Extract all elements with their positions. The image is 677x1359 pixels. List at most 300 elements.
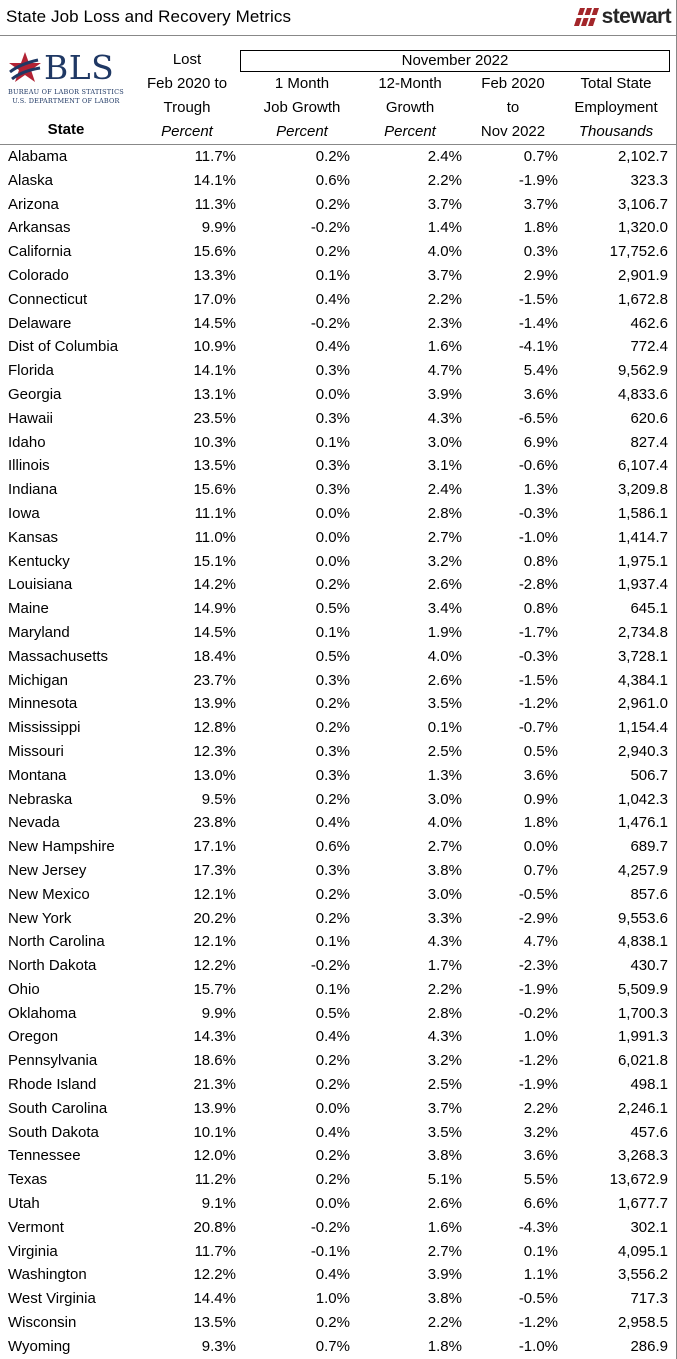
cell-total-employment: 857.6 xyxy=(630,885,668,903)
cell-1month: 0.5% xyxy=(315,647,350,665)
table-row xyxy=(0,240,677,264)
cell-lost: 9.9% xyxy=(201,219,236,237)
title-bar xyxy=(0,0,677,36)
header-1month-1: 1 Month xyxy=(274,75,330,92)
cell-1month: -0.2% xyxy=(310,1218,350,1236)
cell-total-employment: 302.1 xyxy=(630,1218,668,1236)
cell-total-employment: 689.7 xyxy=(630,838,668,856)
cell-1month: 0.1% xyxy=(315,623,350,641)
cell-state: Florida xyxy=(8,362,54,380)
cell-since-feb-2020: -0.3% xyxy=(518,504,558,522)
cell-total-employment: 498.1 xyxy=(630,1076,668,1094)
table-row xyxy=(0,1073,677,1097)
cell-lost: 23.7% xyxy=(193,671,236,689)
cell-12month: 4.3% xyxy=(427,1028,462,1046)
header-1month-2: Job Growth xyxy=(263,99,341,116)
cell-total-employment: 1,586.1 xyxy=(617,504,668,522)
cell-1month: 0.2% xyxy=(315,695,350,713)
cell-state: Oklahoma xyxy=(8,1004,77,1022)
cell-12month: 3.1% xyxy=(427,457,462,475)
cell-since-feb-2020: 1.0% xyxy=(523,1028,558,1046)
bls-letters: BLS xyxy=(44,48,115,87)
table-row xyxy=(0,193,677,217)
cell-12month: 2.5% xyxy=(427,742,462,760)
table-row xyxy=(0,1216,677,1240)
cell-state: Arkansas xyxy=(8,219,71,237)
cell-state: North Dakota xyxy=(8,957,97,975)
cell-1month: 0.1% xyxy=(315,266,350,284)
cell-total-employment: 4,257.9 xyxy=(617,861,668,879)
cell-1month: 1.0% xyxy=(315,1290,350,1308)
cell-lost: 13.5% xyxy=(193,457,236,475)
cell-lost: 15.6% xyxy=(193,243,236,261)
cell-lost: 14.1% xyxy=(193,171,236,189)
table-row xyxy=(0,383,677,407)
cell-lost: 11.7% xyxy=(194,1242,236,1260)
cell-lost: 17.3% xyxy=(193,861,236,879)
cell-lost: 11.7% xyxy=(194,148,236,165)
table-row xyxy=(0,621,677,645)
cell-12month: 2.2% xyxy=(427,980,462,998)
table-row xyxy=(0,645,677,669)
cell-lost: 14.5% xyxy=(193,314,236,332)
cell-lost: 11.2% xyxy=(194,1171,236,1189)
cell-12month: 4.0% xyxy=(427,814,462,832)
header-total-unit: Thousands xyxy=(578,123,654,140)
cell-1month: 0.3% xyxy=(315,742,350,760)
cell-state: Illinois xyxy=(8,457,50,475)
table-row xyxy=(0,907,677,931)
cell-total-employment: 1,154.4 xyxy=(617,719,668,737)
cell-since-feb-2020: -0.5% xyxy=(518,1290,558,1308)
table-row xyxy=(0,1168,677,1192)
cell-state: Connecticut xyxy=(8,290,88,308)
cell-since-feb-2020: -1.5% xyxy=(518,671,558,689)
cell-12month: 2.7% xyxy=(427,838,462,856)
table-row xyxy=(0,454,677,478)
cell-1month: 0.2% xyxy=(315,1076,350,1094)
cell-1month: 0.1% xyxy=(315,933,350,951)
table-row xyxy=(0,740,677,764)
cell-lost: 9.9% xyxy=(201,1004,236,1022)
cell-state: Wisconsin xyxy=(8,1314,77,1332)
cell-lost: 11.1% xyxy=(194,504,236,522)
cell-total-employment: 2,940.3 xyxy=(617,742,668,760)
cell-total-employment: 772.4 xyxy=(630,338,668,356)
cell-state: New York xyxy=(8,909,72,927)
cell-1month: 0.2% xyxy=(315,148,350,165)
cell-total-employment: 1,672.8 xyxy=(617,290,668,308)
cell-since-feb-2020: 0.0% xyxy=(523,838,558,856)
cell-lost: 9.3% xyxy=(201,1337,236,1355)
cell-since-feb-2020: 0.8% xyxy=(523,552,558,570)
cell-total-employment: 5,509.9 xyxy=(617,980,668,998)
cell-total-employment: 457.6 xyxy=(630,1123,668,1141)
cell-total-employment: 4,095.1 xyxy=(617,1242,668,1260)
header-total-1: Total State xyxy=(580,75,652,92)
cell-total-employment: 17,752.6 xyxy=(609,243,668,261)
cell-total-employment: 2,102.7 xyxy=(617,148,668,165)
cell-12month: 3.2% xyxy=(427,1052,462,1070)
cell-lost: 15.6% xyxy=(193,481,236,499)
cell-total-employment: 2,958.5 xyxy=(617,1314,668,1332)
header-lost-2: Feb 2020 to xyxy=(146,75,228,92)
cell-lost: 14.5% xyxy=(193,623,236,641)
cell-since-feb-2020: -0.3% xyxy=(518,647,558,665)
cell-since-feb-2020: -1.9% xyxy=(518,1076,558,1094)
table-row xyxy=(0,335,677,359)
cell-12month: 3.5% xyxy=(427,695,462,713)
cell-1month: 0.0% xyxy=(315,504,350,522)
cell-12month: 1.3% xyxy=(427,766,462,784)
table-row xyxy=(0,716,677,740)
cell-since-feb-2020: 6.6% xyxy=(523,1195,558,1213)
cell-12month: 1.9% xyxy=(427,623,462,641)
bls-star-icon xyxy=(8,50,42,86)
table-row xyxy=(0,502,677,526)
cell-1month: 0.0% xyxy=(315,528,350,546)
cell-state: Nebraska xyxy=(8,790,73,808)
cell-1month: 0.3% xyxy=(315,671,350,689)
cell-total-employment: 506.7 xyxy=(630,766,668,784)
cell-1month: 0.3% xyxy=(315,766,350,784)
cell-lost: 14.1% xyxy=(193,362,236,380)
cell-since-feb-2020: 0.8% xyxy=(523,600,558,618)
cell-since-feb-2020: 1.1% xyxy=(523,1266,558,1284)
table-row xyxy=(0,407,677,431)
cell-total-employment: 1,700.3 xyxy=(617,1004,668,1022)
table-row xyxy=(0,859,677,883)
cell-1month: 0.0% xyxy=(315,385,350,403)
cell-12month: 0.1% xyxy=(427,719,462,737)
cell-state: Louisiana xyxy=(8,576,73,594)
cell-lost: 12.0% xyxy=(193,1147,236,1165)
cell-since-feb-2020: 5.4% xyxy=(523,362,558,380)
cell-state: North Carolina xyxy=(8,933,105,951)
cell-since-feb-2020: 1.3% xyxy=(523,481,558,499)
cell-lost: 12.2% xyxy=(193,1266,236,1284)
table-row xyxy=(0,978,677,1002)
cell-since-feb-2020: 3.7% xyxy=(523,195,558,213)
table-row xyxy=(0,692,677,716)
cell-12month: 3.2% xyxy=(427,552,462,570)
cell-1month: -0.1% xyxy=(310,1242,350,1260)
cell-1month: 0.3% xyxy=(315,457,350,475)
cell-total-employment: 2,246.1 xyxy=(617,1099,668,1117)
cell-state: Arizona xyxy=(8,195,59,213)
cell-state: Nevada xyxy=(8,814,60,832)
cell-lost: 13.5% xyxy=(193,1314,236,1332)
cell-12month: 3.0% xyxy=(427,433,462,451)
cell-since-feb-2020: -1.9% xyxy=(518,171,558,189)
cell-state: Kentucky xyxy=(8,552,70,570)
page-title: State Job Loss and Recovery Metrics xyxy=(6,7,292,26)
cell-state: Maryland xyxy=(8,623,70,641)
cell-1month: 0.3% xyxy=(315,362,350,380)
cell-total-employment: 827.4 xyxy=(630,433,668,451)
cell-12month: 5.1% xyxy=(427,1171,462,1189)
header-12month-unit: Percent xyxy=(384,123,436,140)
cell-since-feb-2020: 3.2% xyxy=(523,1123,558,1141)
cell-1month: 0.4% xyxy=(315,814,350,832)
cell-total-employment: 3,728.1 xyxy=(617,647,668,665)
cell-since-feb-2020: -1.5% xyxy=(518,290,558,308)
cell-1month: 0.2% xyxy=(315,885,350,903)
cell-total-employment: 2,901.9 xyxy=(617,266,668,284)
table-row xyxy=(0,1144,677,1168)
cell-lost: 23.8% xyxy=(193,814,236,832)
table-row xyxy=(0,312,677,336)
cell-since-feb-2020: 0.5% xyxy=(523,742,558,760)
cell-since-feb-2020: 0.3% xyxy=(523,243,558,261)
table-row xyxy=(0,1025,677,1049)
cell-lost: 17.0% xyxy=(193,290,236,308)
cell-since-feb-2020: -1.2% xyxy=(518,695,558,713)
cell-lost: 14.3% xyxy=(193,1028,236,1046)
cell-state: Iowa xyxy=(8,504,40,522)
cell-lost: 10.1% xyxy=(193,1123,236,1141)
cell-since-feb-2020: 0.7% xyxy=(523,148,558,165)
cell-total-employment: 1,476.1 xyxy=(617,814,668,832)
cell-12month: 3.0% xyxy=(427,885,462,903)
cell-12month: 2.2% xyxy=(427,171,462,189)
cell-state: Massachusetts xyxy=(8,647,109,665)
cell-state: South Dakota xyxy=(8,1123,99,1141)
bls-subtitle-2: U.S. DEPARTMENT OF LABOR xyxy=(12,97,120,105)
cell-lost: 18.4% xyxy=(193,647,236,665)
cell-state: Pennsylvania xyxy=(8,1052,98,1070)
cell-1month: 0.0% xyxy=(315,1195,350,1213)
table-row xyxy=(0,1002,677,1026)
cell-total-employment: 13,672.9 xyxy=(609,1171,668,1189)
cell-lost: 14.9% xyxy=(193,600,236,618)
cell-since-feb-2020: -1.9% xyxy=(518,980,558,998)
cell-state: South Carolina xyxy=(8,1099,108,1117)
cell-1month: 0.2% xyxy=(315,909,350,927)
cell-1month: 0.6% xyxy=(315,838,350,856)
cell-since-feb-2020: -0.6% xyxy=(518,457,558,475)
cell-since-feb-2020: -0.2% xyxy=(518,1004,558,1022)
cell-since-feb-2020: 5.5% xyxy=(523,1171,558,1189)
cell-state: Virginia xyxy=(8,1242,58,1260)
cell-state: Idaho xyxy=(8,433,46,451)
cell-12month: 2.6% xyxy=(427,1195,462,1213)
table-row xyxy=(0,1287,677,1311)
cell-state: California xyxy=(8,243,72,261)
table-row xyxy=(0,526,677,550)
cell-1month: -0.2% xyxy=(310,957,350,975)
cell-lost: 15.7% xyxy=(193,980,236,998)
cell-total-employment: 4,833.6 xyxy=(617,385,668,403)
cell-total-employment: 430.7 xyxy=(630,957,668,975)
cell-12month: 4.3% xyxy=(427,409,462,427)
table-row xyxy=(0,930,677,954)
cell-12month: 2.4% xyxy=(427,148,462,165)
cell-since-feb-2020: -4.1% xyxy=(518,338,558,356)
cell-12month: 4.7% xyxy=(427,362,462,380)
header-total-2: Employment xyxy=(574,99,658,116)
cell-state: Alabama xyxy=(8,148,68,165)
header-lost-1: Lost xyxy=(172,51,202,68)
cell-12month: 3.8% xyxy=(427,1290,462,1308)
cell-state: Mississippi xyxy=(8,719,81,737)
cell-since-feb-2020: -0.7% xyxy=(518,719,558,737)
cell-12month: 3.8% xyxy=(427,1147,462,1165)
cell-12month: 2.6% xyxy=(427,671,462,689)
table-row xyxy=(0,883,677,907)
header-12month-1: 12-Month xyxy=(378,75,442,92)
cell-lost: 11.0% xyxy=(194,528,236,546)
cell-total-employment: 6,107.4 xyxy=(617,457,668,475)
cell-1month: 0.2% xyxy=(315,790,350,808)
table-row xyxy=(0,1311,677,1335)
cell-since-feb-2020: 6.9% xyxy=(523,433,558,451)
cell-total-employment: 2,734.8 xyxy=(617,623,668,641)
cell-1month: 0.2% xyxy=(315,195,350,213)
cell-since-feb-2020: 0.9% xyxy=(523,790,558,808)
cell-1month: 0.3% xyxy=(315,481,350,499)
cell-lost: 23.5% xyxy=(193,409,236,427)
cell-1month: 0.7% xyxy=(315,1337,350,1355)
cell-1month: 0.0% xyxy=(315,1099,350,1117)
cell-12month: 3.5% xyxy=(427,1123,462,1141)
cell-lost: 9.5% xyxy=(201,790,236,808)
cell-state: Michigan xyxy=(8,671,69,689)
cell-1month: -0.2% xyxy=(310,219,350,237)
cell-12month: 3.7% xyxy=(427,266,462,284)
cell-lost: 20.2% xyxy=(193,909,236,927)
cell-since-feb-2020: -1.4% xyxy=(518,314,558,332)
cell-state: Minnesota xyxy=(8,695,78,713)
cell-lost: 13.1% xyxy=(193,385,236,403)
cell-1month: 0.4% xyxy=(315,1123,350,1141)
cell-since-feb-2020: 4.7% xyxy=(523,933,558,951)
cell-lost: 15.1% xyxy=(193,552,236,570)
table-row xyxy=(0,1192,677,1216)
data-table xyxy=(0,145,677,1359)
cell-12month: 3.7% xyxy=(427,195,462,213)
cell-12month: 2.2% xyxy=(427,1314,462,1332)
cell-total-employment: 620.6 xyxy=(630,409,668,427)
cell-12month: 3.3% xyxy=(427,909,462,927)
cell-since-feb-2020: -1.2% xyxy=(518,1052,558,1070)
cell-lost: 9.1% xyxy=(201,1195,236,1213)
cell-lost: 17.1% xyxy=(193,838,236,856)
cell-since-feb-2020: 3.6% xyxy=(523,766,558,784)
cell-total-employment: 4,838.1 xyxy=(617,933,668,951)
cell-since-feb-2020: 1.8% xyxy=(523,814,558,832)
cell-state: Utah xyxy=(8,1195,40,1213)
cell-state: Hawaii xyxy=(8,409,54,427)
cell-12month: 3.0% xyxy=(427,790,462,808)
cell-since-feb-2020: -1.7% xyxy=(518,623,558,641)
cell-state: Missouri xyxy=(8,742,64,760)
period-label: November 2022 xyxy=(240,50,670,72)
cell-1month: 0.4% xyxy=(315,1028,350,1046)
cell-1month: 0.4% xyxy=(315,338,350,356)
cell-total-employment: 9,553.6 xyxy=(617,909,668,927)
table-row xyxy=(0,788,677,812)
table-row xyxy=(0,264,677,288)
cell-total-employment: 1,677.7 xyxy=(617,1195,668,1213)
table-row xyxy=(0,1121,677,1145)
table-row xyxy=(0,669,677,693)
header-12month-2: Growth xyxy=(385,99,435,116)
table-row xyxy=(0,216,677,240)
cell-lost: 12.8% xyxy=(193,719,236,737)
cell-total-employment: 1,414.7 xyxy=(617,528,668,546)
table-row xyxy=(0,597,677,621)
cell-1month: 0.4% xyxy=(315,290,350,308)
cell-since-feb-2020: -4.3% xyxy=(518,1218,558,1236)
cell-since-feb-2020: -1.0% xyxy=(518,528,558,546)
cell-state: Georgia xyxy=(8,385,62,403)
header-since-3: Nov 2022 xyxy=(480,123,546,140)
cell-12month: 4.3% xyxy=(427,933,462,951)
cell-lost: 14.2% xyxy=(193,576,236,594)
cell-total-employment: 3,209.8 xyxy=(617,481,668,499)
cell-since-feb-2020: -2.8% xyxy=(518,576,558,594)
table-row xyxy=(0,1263,677,1287)
cell-since-feb-2020: 1.8% xyxy=(523,219,558,237)
cell-state: Tennessee xyxy=(8,1147,81,1165)
cell-state: New Hampshire xyxy=(8,838,115,856)
cell-state: Vermont xyxy=(8,1218,64,1236)
cell-lost: 12.1% xyxy=(193,885,236,903)
header-lost-3: Trough xyxy=(163,99,211,116)
cell-12month: 4.0% xyxy=(427,647,462,665)
cell-since-feb-2020: -2.3% xyxy=(518,957,558,975)
cell-lost: 13.0% xyxy=(193,766,236,784)
cell-12month: 2.4% xyxy=(427,481,462,499)
cell-1month: 0.2% xyxy=(315,719,350,737)
cell-12month: 2.3% xyxy=(427,314,462,332)
cell-1month: 0.2% xyxy=(315,576,350,594)
cell-lost: 10.3% xyxy=(193,433,236,451)
cell-12month: 4.0% xyxy=(427,243,462,261)
cell-since-feb-2020: 2.9% xyxy=(523,266,558,284)
cell-total-employment: 6,021.8 xyxy=(617,1052,668,1070)
cell-state: Washington xyxy=(8,1266,87,1284)
table-row xyxy=(0,835,677,859)
cell-total-employment: 323.3 xyxy=(630,171,668,189)
cell-total-employment: 3,106.7 xyxy=(617,195,668,213)
table-row xyxy=(0,1049,677,1073)
cell-state: Ohio xyxy=(8,980,40,998)
cell-state: Wyoming xyxy=(8,1337,71,1355)
table-row xyxy=(0,478,677,502)
cell-total-employment: 1,991.3 xyxy=(617,1028,668,1046)
table-row xyxy=(0,169,677,193)
cell-12month: 3.7% xyxy=(427,1099,462,1117)
cell-1month: 0.2% xyxy=(315,1314,350,1332)
cell-12month: 3.9% xyxy=(427,385,462,403)
cell-lost: 14.4% xyxy=(193,1290,236,1308)
table-row xyxy=(0,431,677,455)
header-since-1: Feb 2020 xyxy=(481,75,545,92)
header-state: State xyxy=(47,121,85,138)
cell-state: New Mexico xyxy=(8,885,90,903)
header-since-2: to xyxy=(506,99,520,116)
cell-total-employment: 1,937.4 xyxy=(617,576,668,594)
cell-total-employment: 2,961.0 xyxy=(617,695,668,713)
cell-12month: 1.4% xyxy=(427,219,462,237)
cell-state: Oregon xyxy=(8,1028,59,1046)
cell-total-employment: 9,562.9 xyxy=(617,362,668,380)
cell-lost: 18.6% xyxy=(193,1052,236,1070)
header-lost-unit: Percent xyxy=(161,123,213,140)
cell-12month: 3.9% xyxy=(427,1266,462,1284)
